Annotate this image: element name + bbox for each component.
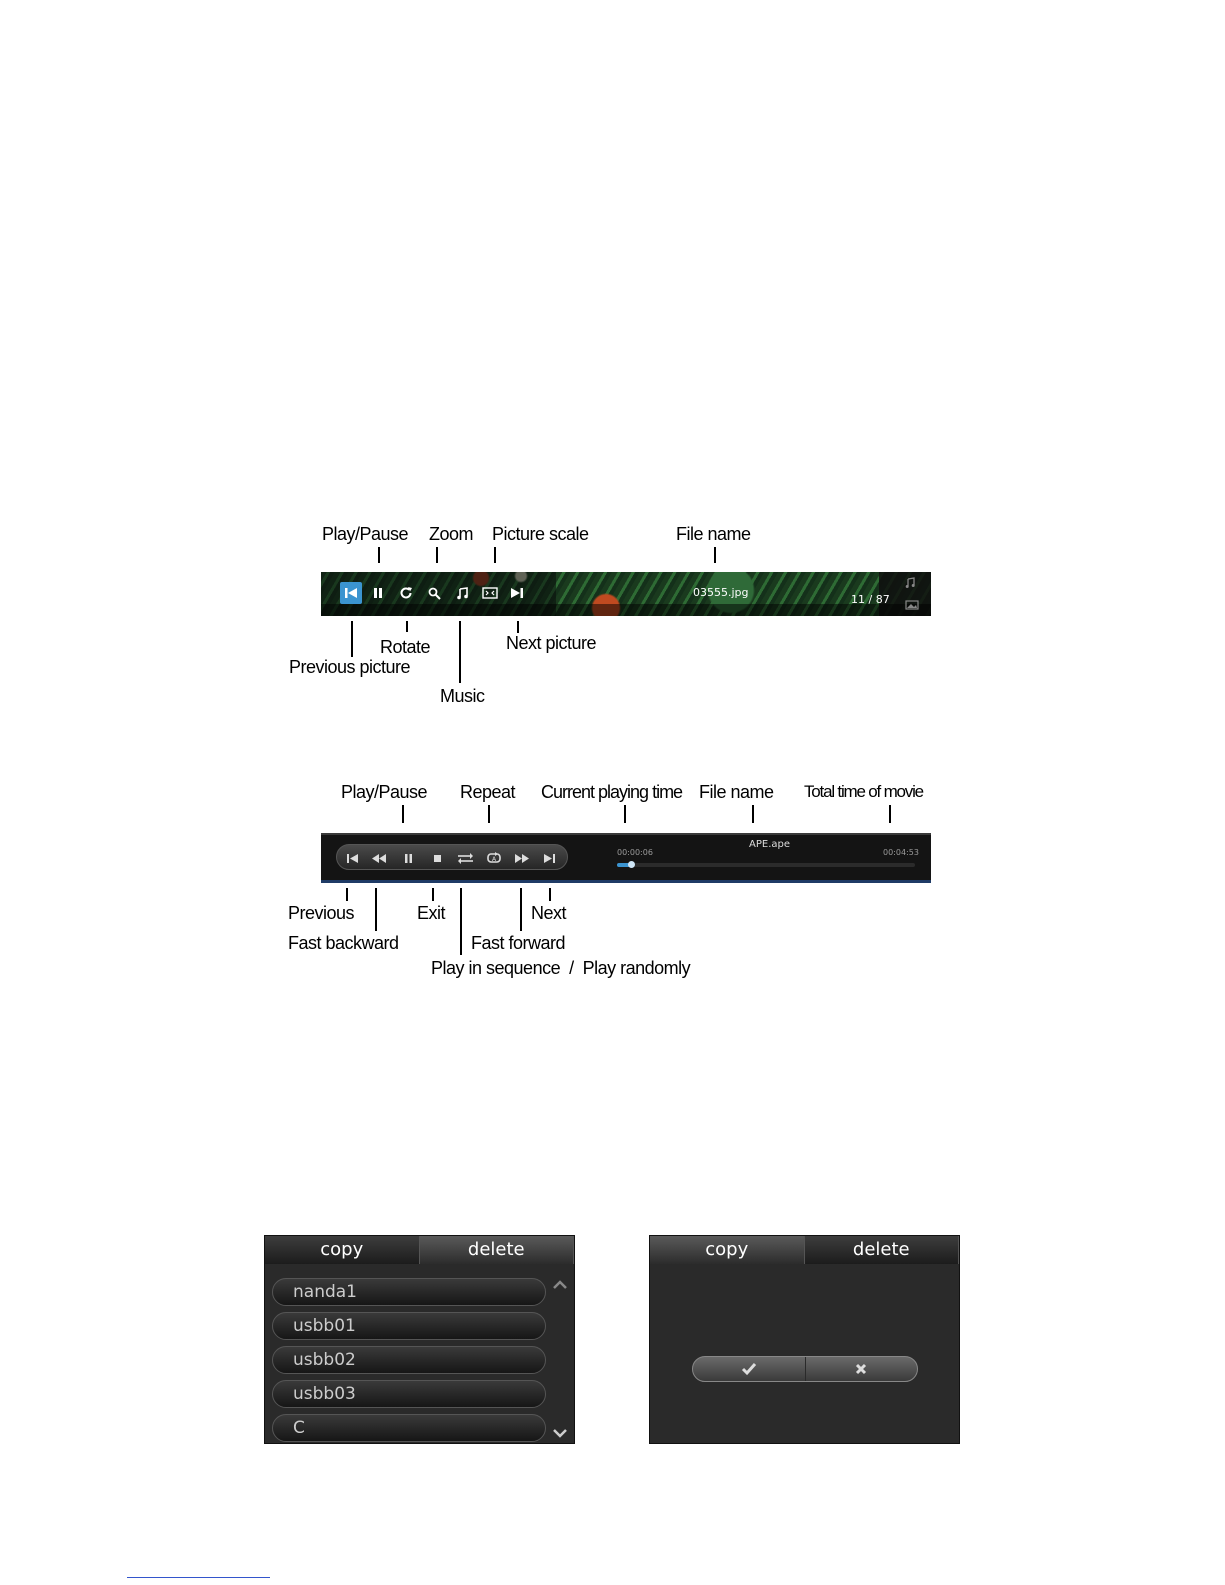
- label-next-picture: Next picture: [506, 633, 597, 653]
- label-fast-backward: Fast backward: [288, 933, 399, 953]
- total-time: 00:04:53: [883, 848, 919, 857]
- label-zoom: Zoom: [429, 524, 474, 544]
- fast-backward-button[interactable]: [370, 850, 388, 866]
- label-rotate: Rotate: [380, 637, 431, 657]
- label-play-pause: Play/Pause: [341, 782, 428, 802]
- list-item[interactable]: usbb03: [272, 1380, 546, 1408]
- list-item[interactable]: C: [272, 1414, 546, 1442]
- fast-backward-icon: [371, 853, 387, 864]
- previous-icon: [346, 853, 359, 864]
- tab-copy[interactable]: [265, 1236, 420, 1264]
- leader-file-name: [714, 547, 716, 563]
- confirm-button-group: [692, 1356, 918, 1382]
- photo-control-bar: [321, 572, 931, 616]
- label-previous-picture: Previous picture: [289, 657, 411, 677]
- list-item[interactable]: usbb02: [272, 1346, 546, 1374]
- photo-filename: 03555.jpg: [693, 586, 749, 599]
- leader-play-pause: [402, 805, 404, 823]
- fast-forward-button[interactable]: [513, 850, 531, 866]
- previous-picture-button[interactable]: [340, 582, 362, 604]
- previous-icon: [344, 587, 358, 599]
- next-button[interactable]: [540, 850, 558, 866]
- confirm-panel: [649, 1235, 960, 1444]
- tab-label: delete: [467, 1239, 525, 1260]
- play-pause-button[interactable]: [367, 582, 389, 604]
- stop-icon: [433, 854, 442, 863]
- label-total-time: Total time of movie: [804, 782, 923, 801]
- leader-music: [459, 621, 461, 683]
- music-button[interactable]: [451, 582, 473, 604]
- picture-scale-icon: [482, 587, 498, 599]
- scroll-up-icon[interactable]: [552, 1278, 568, 1290]
- repeat-sequence-icon: [457, 852, 474, 864]
- leader-previous-picture: [351, 621, 353, 657]
- music-filename: APE.ape: [749, 839, 790, 850]
- tab-label: delete: [852, 1239, 910, 1260]
- bar-shade: [321, 604, 931, 616]
- label-play-mode: Play in sequence / Play randomly: [431, 958, 691, 978]
- file-list-panel: [264, 1235, 575, 1444]
- footnote-rule: [127, 1577, 270, 1578]
- tab-label: copy: [705, 1239, 749, 1260]
- tab-copy[interactable]: [650, 1236, 805, 1264]
- leader-fast-backward: [375, 888, 377, 931]
- check-icon: [741, 1362, 757, 1376]
- picture-indicator: [905, 597, 919, 615]
- next-icon: [543, 853, 556, 864]
- leader-picture-scale: [494, 547, 496, 563]
- leader-previous: [346, 888, 348, 901]
- zoom-button[interactable]: [423, 582, 445, 604]
- leader-zoom: [436, 547, 438, 563]
- play-sequence-button[interactable]: [456, 850, 474, 866]
- tab-delete[interactable]: [420, 1236, 575, 1264]
- repeat-icon: [486, 852, 502, 864]
- label-exit: Exit: [417, 903, 446, 923]
- fast-forward-icon: [514, 853, 530, 864]
- label-fast-forward: Fast forward: [471, 933, 566, 953]
- leader-fast-forward: [520, 888, 522, 931]
- svg-text:A: A: [491, 856, 497, 863]
- repeat-button[interactable]: [485, 850, 503, 866]
- list-item[interactable]: usbb01: [272, 1312, 546, 1340]
- leader-current-time: [624, 805, 626, 823]
- tab-label: copy: [320, 1239, 364, 1260]
- leader-exit: [432, 888, 434, 901]
- label-file-name: File name: [699, 782, 774, 802]
- scroll-down-icon[interactable]: [552, 1426, 568, 1438]
- next-icon: [510, 587, 524, 599]
- photo-counter: 11 / 87: [851, 593, 890, 606]
- tab-bar: [265, 1236, 574, 1264]
- pause-icon: [403, 853, 414, 864]
- cancel-button[interactable]: [806, 1357, 918, 1381]
- label-music: Music: [440, 686, 485, 706]
- music-note-icon: [905, 577, 919, 589]
- music-indicator: [905, 576, 919, 594]
- label-repeat: Repeat: [460, 782, 516, 802]
- music-button-group: [336, 844, 568, 870]
- list-item[interactable]: nanda1: [272, 1278, 546, 1306]
- leader-play-pause: [378, 547, 380, 563]
- label-next: Next: [531, 903, 567, 923]
- pause-icon: [372, 587, 384, 599]
- tab-delete[interactable]: [805, 1236, 960, 1264]
- current-time: 00:00:06: [617, 848, 653, 857]
- zoom-icon: [428, 587, 441, 600]
- music-control-bar: [321, 833, 931, 883]
- cross-icon: [855, 1363, 867, 1375]
- leader-rotate: [406, 621, 408, 632]
- play-pause-button[interactable]: [399, 850, 417, 866]
- leader-repeat: [488, 805, 490, 823]
- label-picture-scale: Picture scale: [492, 524, 589, 544]
- label-previous: Previous: [288, 903, 355, 923]
- leader-play-mode: [460, 888, 462, 955]
- next-picture-button[interactable]: [506, 582, 528, 604]
- picture-scale-button[interactable]: [479, 582, 501, 604]
- leader-next-picture: [517, 621, 519, 633]
- leader-file-name: [752, 805, 754, 823]
- rotate-icon: [399, 586, 413, 600]
- leader-next: [549, 888, 551, 901]
- label-file-name: File name: [676, 524, 751, 544]
- label-play-pause: Play/Pause: [322, 524, 409, 544]
- previous-button[interactable]: [343, 850, 361, 866]
- progress-knob[interactable]: [628, 861, 635, 868]
- progress-bar[interactable]: [617, 863, 915, 867]
- music-note-icon: [456, 587, 469, 600]
- label-current-playing-time: Current playing time: [541, 782, 683, 802]
- tab-bar: [650, 1236, 959, 1264]
- leader-total-time: [889, 805, 891, 823]
- confirm-button[interactable]: [693, 1357, 806, 1381]
- rotate-button[interactable]: [395, 582, 417, 604]
- image-icon: [905, 600, 919, 610]
- exit-button[interactable]: [428, 850, 446, 866]
